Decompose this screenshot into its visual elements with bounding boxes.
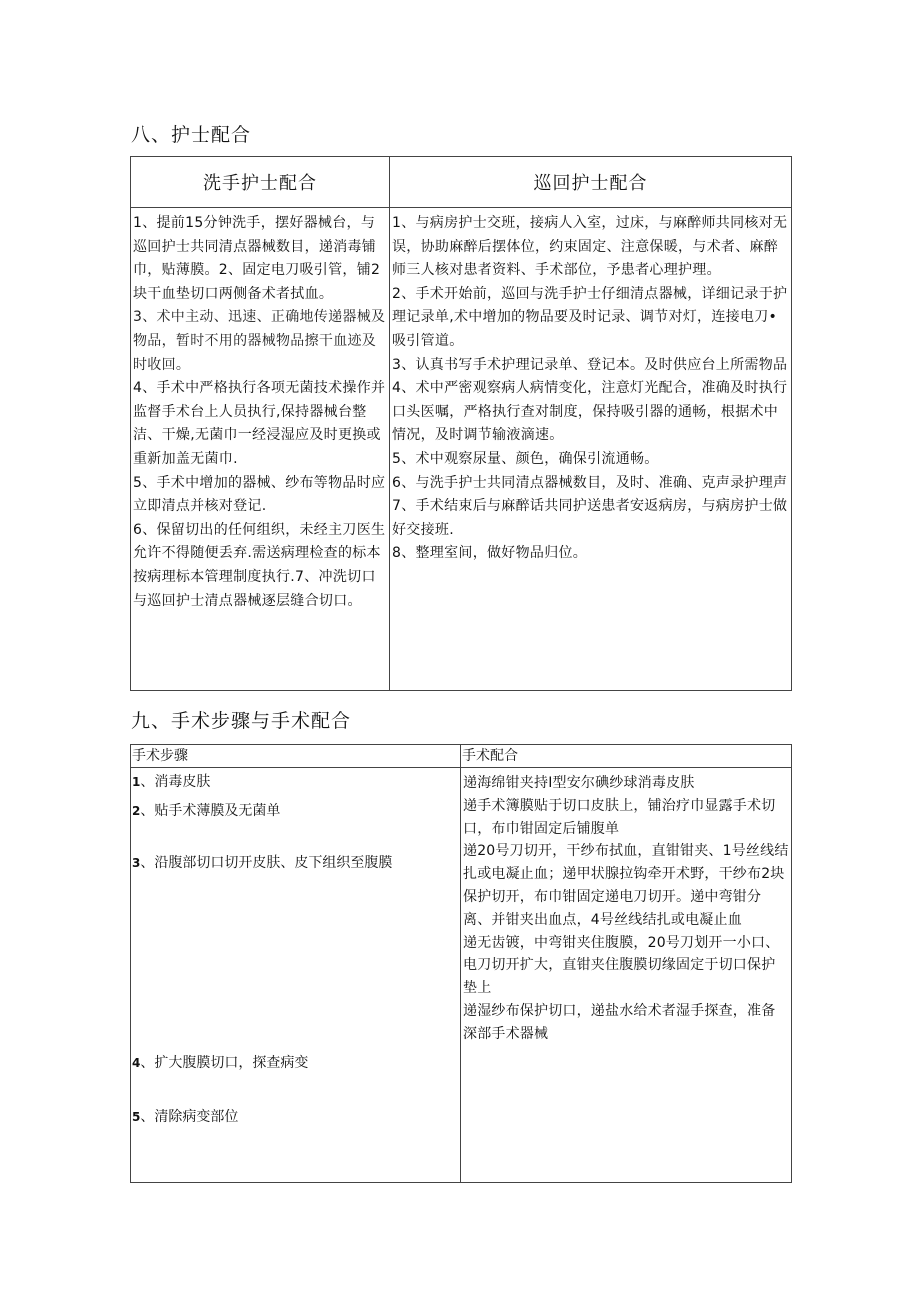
circulating-item: 3、认真书写手术护理记录单、登记本。及时供应台上所需物品 [392,356,788,373]
scrub-item: 3、术中主动、迅速、正确地传递器械及物品，暂时不用的器械物品擦干血迹及时收回。 [133,309,386,373]
coop-item: 递海绵钳夹持I型安尔碘纱球消毒皮肤 [463,775,695,791]
circulating-item: 8、整理室间，做好物品归位。 [392,545,588,562]
scrub-nurse-cell [131,208,390,691]
section-9-title: 九、手术步骤与手术配合 [131,710,352,732]
surgical-steps-table [130,744,792,1183]
step-item: 3、沿腹部切口切开皮肤、皮下组织至腹膜 [132,855,393,871]
coop-item: 递20号刀切开，干纱布拭血，直钳钳夹、1号丝线结扎或电凝止血；递甲状腺拉钩牵开术野，干纱布2块保护切开，布巾钳固定递电刀切开。递中弯钳分离、并钳夹出血点，4号丝线结扎或电凝止血 [463,843,789,928]
nurse-cooperation-table [130,156,792,691]
scrub-item: 4、手术中严格执行各项无菌技术操作并监督手术台上人员执行,保持器械台整洁、干燥,无菌巾一经浸湿应及时更换或重新加盖无菌巾. [133,380,386,467]
circulating-item: 1、与病房护士交班，接病人入室，过床，与麻醉师共同核对无误，协助麻醉后摆体位，约束固定、注意保暖，与术者、麻醉师三人核对患者资料、手术部位，予患者心理护理。 [392,215,788,279]
coop-cell [461,768,792,1183]
steps-cell [131,768,461,1183]
coop-item: 递无齿镀，中弯钳夹住腹膜，20号刀划开一小口、电刀切开扩大，直钳夹住腹膜切缘固定于切口保护垫上 [463,934,780,997]
circulating-item: 4、术中严密观察病人病情变化，注意灯光配合，准确及时执行口头医嘱，严格执行查对制度，保持吸引器的通畅，根据术中情况，及时调节输液滴速。 [392,380,788,444]
step-item: 5、清除病变部位 [132,1109,239,1125]
section-8-title: 八、护士配合 [131,124,252,146]
coop-item: 递手术簿膜贴于切口皮肤上，铺治疗巾显露手术切口，布巾钳固定后铺腹单 [463,797,776,837]
scrub-item: 6、保留切出的任何组织，未经主刀医生允许不得随便丢弃.需送病理检查的标本按病理标本管理制度执行.7、冲洗切口与巡回护士清点器械逐层缝合切口。 [133,521,386,609]
scrub-nurse-header: 洗手护士配合 [131,157,390,208]
step-item: 2、贴手术薄膜及无菌单 [132,803,281,819]
step-item: 1、消毒皮肤 [132,774,211,790]
circulating-item: 7、手术结束后与麻醉话共同护送患者安返病房，与病房护士做好交接班. [392,498,788,538]
scrub-item: 5、手术中增加的器械、纱布等物品时应立即清点并核对登记. [133,474,386,515]
circulating-item: 2、手术开始前，巡回与洗手护士仔细清点器械，详细记录于护理记录单,术中增加的物品要及时记录、调节对灯，连接电刀•吸引管道。 [392,285,788,349]
steps-header: 手术步骤 [131,745,461,768]
scrub-item: 1、提前15分钟洗手，摆好器械台，与巡回护士共同清点器械数目，递消毒铺巾，贴薄膜。2、固定电刀吸引管，铺2块干血垫切口两侧备术者拭血。 [133,215,381,302]
circulating-item: 5、术中观察尿量、颜色，确保引流通畅。 [392,450,659,467]
coop-header: 手术配合 [461,745,792,768]
step-item: 4、扩大腹膜切口，探查病变 [132,1055,309,1071]
circulating-nurse-cell [390,208,792,691]
circulating-item: 6、与洗手护士共同清点器械数目，及时、准确、克声录护理声 [392,474,788,491]
coop-item: 递湿纱布保护切口，递盐水给术者湿手探查，准备深部手术器械 [463,1002,776,1042]
circulating-nurse-header: 巡回护士配合 [390,157,792,208]
